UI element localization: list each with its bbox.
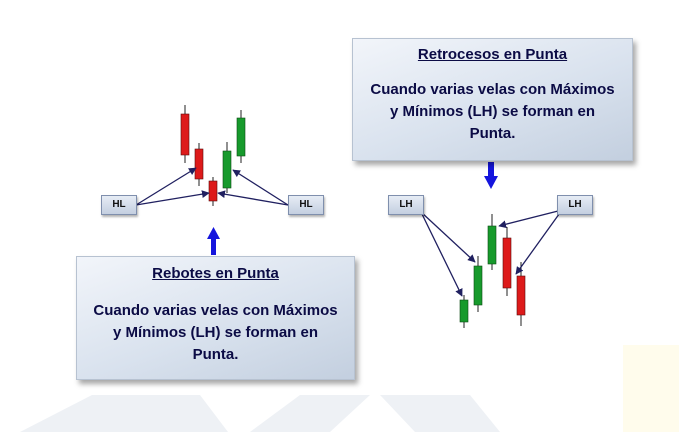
down-arrow-icon <box>484 162 498 189</box>
candle-bearish <box>209 177 217 206</box>
candle-bullish <box>223 142 231 193</box>
candle-bearish <box>503 227 511 296</box>
left-candle-group <box>181 105 245 206</box>
lh-label-left: LH <box>388 195 424 215</box>
up-arrow-icon <box>207 227 220 255</box>
retrocesos-title: Retrocesos en Punta <box>417 46 568 63</box>
candle-bullish <box>474 256 482 312</box>
lh-label-right: LH <box>557 195 593 215</box>
right-candle-group <box>460 214 525 328</box>
candle-bullish <box>237 110 245 163</box>
rebotes-description: Cuando varias velas con Máximos y Mínimos (LH) se forman en Punta. <box>93 302 338 363</box>
rebotes-panel <box>76 256 355 380</box>
retrocesos-panel <box>352 38 633 161</box>
hl-label-right: HL <box>288 195 324 215</box>
candle-bullish <box>460 295 468 328</box>
candle-bearish <box>195 143 203 186</box>
retrocesos-description: Cuando varias velas con Máximos y Mínimos (LH) se forman en Punta. <box>370 81 615 142</box>
rebotes-title: Rebotes en Punta <box>152 265 279 282</box>
hl-label-left: HL <box>101 195 137 215</box>
candle-bullish <box>488 214 496 270</box>
candle-bearish <box>181 105 189 163</box>
